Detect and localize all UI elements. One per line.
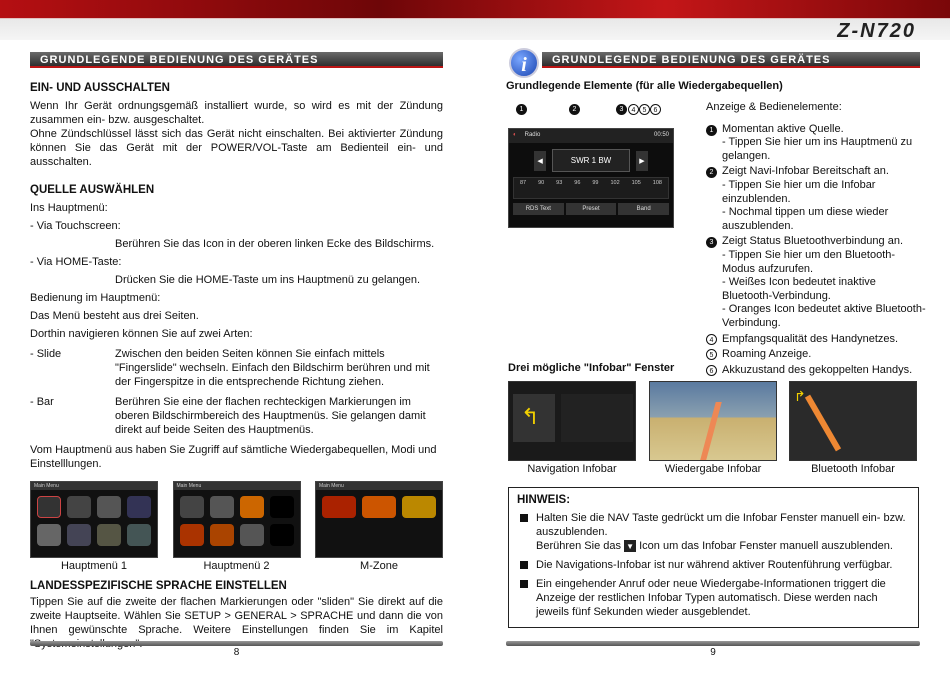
screen-header: Main Menu (316, 482, 442, 490)
hinweis-text-b (536, 539, 910, 553)
legend-label: Roaming Anzeige. (722, 348, 812, 361)
legend (706, 101, 926, 379)
text: Berühren Sie das Icon in der oberen linken Ecke des Bildschirms. (115, 238, 435, 250)
paragraph: Tippen Sie auf die zweite der flachen Markierungen oder "sliden" Sie direkt auf die zweite Hauptseite. Wählen Sie SETUP > GENERAL > SPRACHE und dann die von Ihnen gewünschte Sprache. Weitere Einstellungen finden Sie im Kapitel (30, 596, 443, 636)
legend-item (706, 333, 926, 347)
hinweis-text-a: Halten Sie die NAV Taste gedrückt um die Infobar Fenster manuell ein- bzw. auszublenden. (536, 512, 906, 538)
heading-ein-aus: EIN- UND AUSSCHALTEN (30, 82, 170, 94)
frequency-tick-label: 87 (519, 180, 527, 186)
next-arrow-icon: ▶ (636, 151, 647, 171)
screenshot-hauptmenu-2 (173, 481, 301, 572)
hinweis-item (517, 558, 910, 572)
hinweis-item (517, 577, 910, 619)
page-number: 9 (710, 647, 716, 658)
radio-screen (508, 128, 674, 228)
legend-label: Akkuzustand des gekoppelten Handys. (722, 363, 913, 376)
term: - Slide (30, 348, 62, 360)
station-name: SWR 1 BW (552, 149, 630, 172)
power-icon (402, 496, 436, 518)
radio-button[interactable]: Preset (566, 203, 617, 215)
button-row (513, 203, 669, 215)
legend-label: Empfangsqualität des Handynetzes. (722, 332, 899, 345)
heading-grundlegend: Grundlegende Elemente (für alle Wiedergabequellen) (506, 80, 783, 92)
page-number: 8 (233, 647, 240, 658)
legend-items (706, 123, 926, 378)
caption: Navigation Infobar (527, 463, 617, 475)
bullet-icon (520, 580, 528, 588)
caption: Hauptmenü 1 (60, 560, 128, 572)
frequency-tick-label: 99 (592, 180, 599, 186)
heading-quelle: QUELLE AUSWÄHLEN (30, 184, 155, 196)
footer-right (506, 641, 920, 658)
legend-item (706, 348, 926, 362)
section-bar: GRUNDLEGENDE BEDIENUNG DES GERÄTES (542, 52, 920, 68)
menu-screenshots (30, 481, 443, 572)
screenshot-m-zone (315, 481, 443, 572)
callout-6: 6 (650, 104, 661, 115)
aux-icon (210, 496, 234, 518)
setup-icon (210, 524, 234, 546)
caption: Bluetooth Infobar (811, 463, 895, 475)
hinweis-text (536, 511, 910, 553)
icon-grid (316, 490, 442, 524)
left-page (30, 52, 443, 651)
legend-item (706, 235, 926, 330)
legend-item (706, 165, 926, 233)
frequency-tick-label: 93 (556, 180, 563, 186)
paragraph: Vom Hauptmenü aus haben Sie Zugriff auf sämtliche Wiedergabequellen, Modi und Einstelllungen. (30, 444, 437, 470)
bullet-icon (520, 561, 528, 569)
sd-icon (97, 524, 121, 546)
legend-number: 6 (706, 365, 717, 376)
footer-line (506, 641, 920, 646)
hinweis-text: Die Navigations-Infobar ist nur während aktiver Routenführung verfügbar. (536, 559, 893, 571)
legend-item-text (706, 123, 926, 137)
right-page (506, 52, 920, 92)
hinweis-box (508, 487, 919, 628)
source-label: Radio (524, 132, 541, 138)
frequency-tick-label: 102 (610, 180, 620, 186)
text: Icon um das Infobar Fenster manuell auszublenden. (639, 540, 893, 552)
legend-subitem: - Tippen Sie hier um den Bluetooth-Modus aufzurufen. (722, 248, 896, 275)
legend-label: Zeigt Status Bluetoothverbindung an. (722, 235, 904, 248)
nav-panel (513, 394, 555, 442)
screen-header: Main Menu (31, 482, 157, 490)
text: Bedienung im Hauptmenü: (30, 292, 161, 304)
caption: Wiedergabe Infobar (664, 463, 762, 475)
legend-subitem: - Oranges Icon bedeutet aktive Bluetooth-Verbindung. (722, 303, 926, 329)
callout-2: 2 (569, 104, 580, 115)
text: Drücken Sie die HOME-Taste um ins Hauptmenü zu gelangen. (115, 274, 421, 286)
camera-icon (180, 496, 204, 518)
legend-number: 2 (706, 167, 717, 178)
screen-header: Main Menu (174, 482, 300, 490)
icon-grid (174, 490, 300, 552)
frequency-tick-label: 108 (652, 180, 662, 186)
hinweis-text: Ein eingehender Anruf oder neue Wiedergabe-Informationen triggert die Anzeige der restlichen Infobar Typen automatisch. Diese werden nach jeweils fünf Sekunden wieder ausgeblendet. (536, 578, 886, 618)
empty-slot (270, 496, 294, 518)
legend-number: 3 (706, 237, 717, 248)
dvd-changer-icon (240, 524, 264, 546)
heading-infobar: Drei mögliche "Infobar" Fenster (508, 362, 675, 374)
dvb-t-icon (240, 496, 264, 518)
screenshot-hauptmenu-1 (30, 481, 158, 572)
empty-slot (270, 524, 294, 546)
legend-item (706, 123, 926, 164)
list-panel (561, 394, 633, 442)
frequency-tick-label: 105 (631, 180, 641, 186)
legend-number: 1 (706, 125, 717, 136)
hinweis-title: HINWEIS: (517, 494, 571, 506)
navigation-infobar-image (508, 381, 636, 461)
slide-row (30, 347, 443, 389)
screen-image (315, 481, 443, 558)
wiedergabe-infobar-image (649, 381, 777, 461)
caption: M-Zone (360, 560, 398, 572)
text: Dorthin navigieren können Sie auf zwei Arten: (30, 328, 253, 340)
source-icon: ◐ (513, 132, 517, 138)
callout-3: 3 (616, 104, 627, 115)
radio-button[interactable]: RDS Text (513, 203, 564, 215)
dvb-t-icon (362, 496, 396, 518)
footer-line (30, 641, 443, 646)
frequency-tick-label: 96 (574, 180, 581, 186)
legend-label: Zeigt Navi-Infobar Bereitschaft an. (722, 165, 889, 178)
legend-subitem: - Tippen Sie hier um ins Hauptmenü zu gelangen. (722, 136, 913, 162)
bluetooth-icon (67, 524, 91, 546)
dvd-icon (322, 496, 356, 518)
legend-number: 4 (706, 334, 717, 345)
status-bar (509, 129, 673, 143)
definition: Zwischen den beiden Seiten können Sie einfach mittels "Fingerslide" wechseln. Einfach den Bildschirm berühren und mit der Fingerspitze in die entsprechende Richtung ziehen. (115, 348, 430, 388)
legend-item-text (706, 165, 926, 179)
footer-left (30, 641, 443, 658)
paragraph: Ohne Zündschlüssel lässt sich das Gerät nicht einschalten. Bei aktivierter Zündung können Sie das Gerät mit der POWER/VOL-Taste am Bedienteil ein- und ausschalten. (30, 128, 443, 168)
header-red-band (0, 0, 950, 18)
legend-label: Momentan aktive Quelle. (722, 122, 844, 135)
text: Ins Hauptmenü: (30, 202, 108, 214)
route-line (700, 402, 722, 460)
legend-subitem: - Weißes Icon bedeutet inaktive Bluetooth-Verbindung. (722, 276, 876, 302)
legend-number: 5 (706, 349, 717, 360)
navi-icon (37, 496, 61, 518)
bullet-icon (520, 514, 528, 522)
screen-image (173, 481, 301, 558)
legend-item-text (706, 235, 926, 249)
radio-button[interactable]: Band (618, 203, 669, 215)
bt-music-icon (127, 524, 151, 546)
frequency-scale (513, 177, 669, 199)
bluetooth-icon (127, 496, 151, 518)
text: - Via HOME-Taste: (30, 256, 122, 268)
bluetooth-infobar-image (789, 381, 917, 461)
hinweis-item (517, 511, 910, 553)
text: Das Menü besteht aus drei Seiten. (30, 310, 199, 322)
callout-4: 4 (628, 104, 639, 115)
legend-item-text (706, 364, 926, 378)
brand-logo: Z-N720 (837, 20, 916, 42)
term: - Bar (30, 396, 54, 408)
turn-arrow-icon: ↰ (521, 404, 540, 429)
section-bar: GRUNDLEGENDE BEDIENUNG DES GERÄTES (30, 52, 443, 68)
legend-item-text (706, 333, 926, 347)
callout-5: 5 (639, 104, 650, 115)
dvd-icon (180, 524, 204, 546)
legend-item-text (706, 348, 926, 362)
definition: Berühren Sie eine der flachen rechteckigen Markierungen im oberen Bildschirmbereich des Hauptmenüs. Sie gelangen damit direkt auf beide Seiten des Hauptmenüs. (115, 396, 426, 436)
text: - Via Touchscreen: (30, 220, 121, 232)
prev-arrow-icon: ◀ (534, 151, 545, 171)
legend-item (706, 364, 926, 378)
bar-row (30, 395, 443, 437)
info-icon: i (509, 48, 539, 78)
legend-subitem: - Nochmal tippen um diese wieder auszublenden. (722, 206, 889, 232)
tuner-icon (67, 496, 91, 518)
usb-icon (97, 496, 121, 518)
icon-grid (31, 490, 157, 552)
callout-1: 1 (516, 104, 527, 115)
turn-arrow-icon: ↱ (794, 388, 806, 404)
route-line (805, 395, 841, 452)
caption: Hauptmenü 2 (203, 560, 270, 572)
heading-sprache: LANDESSPEZIFISCHE SPRACHE EINSTELLEN (30, 580, 287, 592)
paragraph: Wenn Ihr Gerät ordnungsgemäß installiert wurde, so wird es mit der Zündung zusammen ein- bzw. ausgeschaltet. (30, 100, 443, 126)
clock: 00:50 (653, 132, 669, 138)
legend-subitem: - Tippen Sie hier um die Infobar einzublenden. (722, 178, 876, 205)
station-row (509, 149, 673, 172)
text: Berühren Sie das (536, 540, 621, 552)
hide-infobar-icon: ▼ (624, 540, 636, 552)
ipod-icon (37, 524, 61, 546)
screen-image (30, 481, 158, 558)
legend-title: Anzeige & Bedienelemente: (706, 101, 842, 113)
frequency-tick-label: 90 (538, 180, 545, 186)
